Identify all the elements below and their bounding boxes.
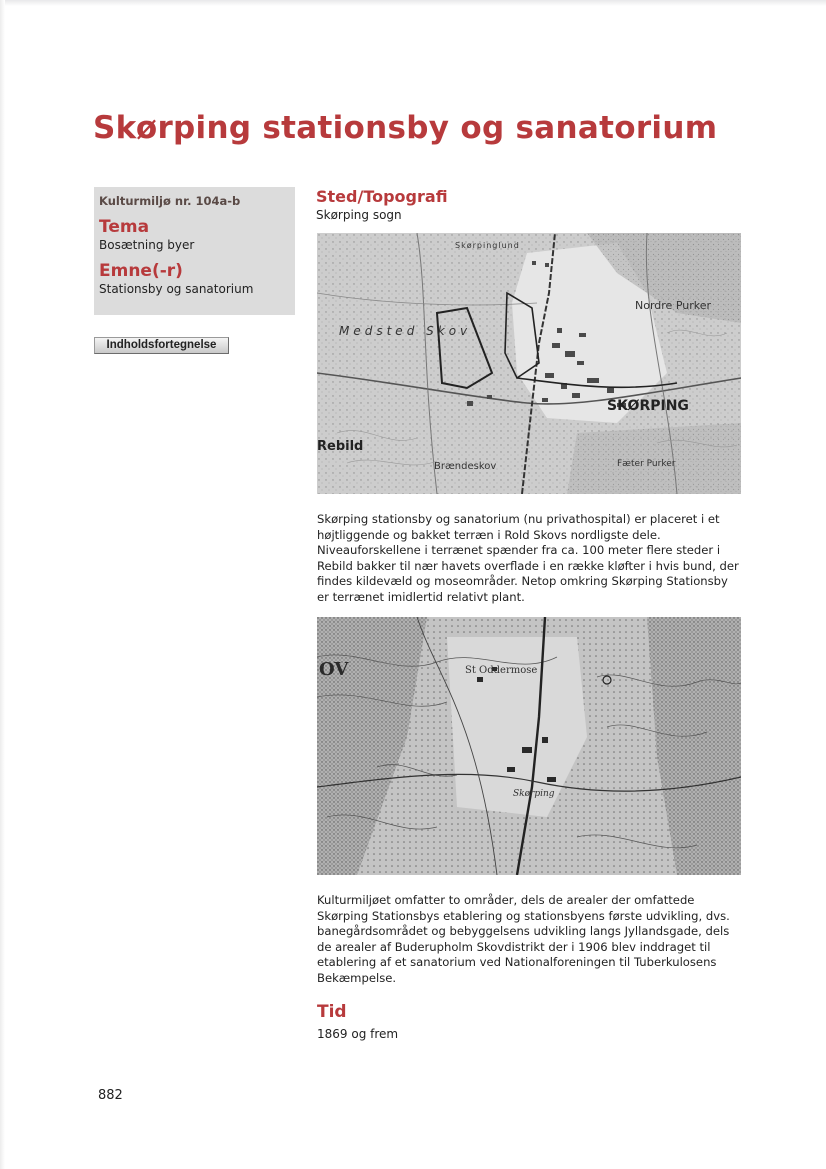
toc-button[interactable]: Indholdsfortegnelse — [94, 337, 229, 354]
page-top-edge — [0, 0, 826, 6]
tema-value: Bosætning byer — [99, 238, 195, 252]
emne-value: Stationsby og sanatorium — [99, 282, 254, 296]
map1-label-medsted-skov: Medsted Skov — [339, 324, 472, 338]
tema-heading: Tema — [99, 217, 150, 237]
emne-heading: Emne(-r) — [99, 261, 183, 281]
topographic-map-drawing — [317, 233, 741, 494]
tid-section — [317, 1002, 617, 1042]
map2-label-oddermose: St Oddermose — [465, 665, 538, 676]
tid-value: 1869 og frem — [317, 1027, 399, 1041]
historical-map-image — [317, 617, 741, 875]
map1-label-faerer-purker: Fæter Purker — [617, 459, 676, 469]
map1-label-braendeskov: Brændeskov — [434, 461, 497, 472]
sted-heading: Sted/Topografi — [316, 187, 448, 206]
main-content — [316, 187, 742, 223]
tid-heading: Tid — [317, 1002, 347, 1022]
sted-sogn: Skørping sogn — [316, 208, 402, 222]
map1-label-skorping: SKØRPING — [607, 398, 689, 414]
info-sidebar — [94, 187, 295, 315]
page-title: Skørping stationsby og sanatorium — [93, 110, 718, 146]
historical-map-drawing — [317, 617, 741, 875]
map2-label-skorping: Skørping — [513, 789, 555, 799]
map2-label-ov: OV — [319, 659, 349, 680]
kulturmiljo-number: Kulturmiljø nr. 104a-b — [99, 194, 241, 208]
page-left-edge — [0, 0, 5, 1169]
paragraph-topography: Skørping stationsby og sanatorium (nu privathospital) er placeret i et højtliggende og bakket terræn i Rold Skovs nordligste dele. Niveauforskellene i terrænet spænder fra ca. 100 meter flere steder i Rebild bakker til nær havets overflade i en række kløfter i hvis bund, der findes kildevæld og moseområder. Netop omkring Skørping Stationsby er terrænet imidlertid relativt plant. — [317, 512, 739, 604]
paragraph-kulturmiljo: Kulturmiljøet omfatter to områder, dels de arealer der omfattede Skørping Stationsbys etablering og stationsbyens første udvikling, dvs. banegårdsområdet og bebyggelsens udvikling langs Jyllandsgade, dels de arealer af Buderupholm Skovdistrikt der i 1906 blev inddraget til etablering af et sanatorium ved Nationalforeningen til Tuberkulosens Bekæmpelse. — [317, 893, 730, 985]
map1-label-nordre-purker: Nordre Purker — [635, 299, 712, 312]
topographic-map-image — [317, 233, 741, 494]
map1-label-skorpinglund: Skørpinglund — [455, 241, 520, 250]
map1-label-rebild: Rebild — [317, 439, 364, 454]
page-number: 882 — [98, 1088, 123, 1103]
